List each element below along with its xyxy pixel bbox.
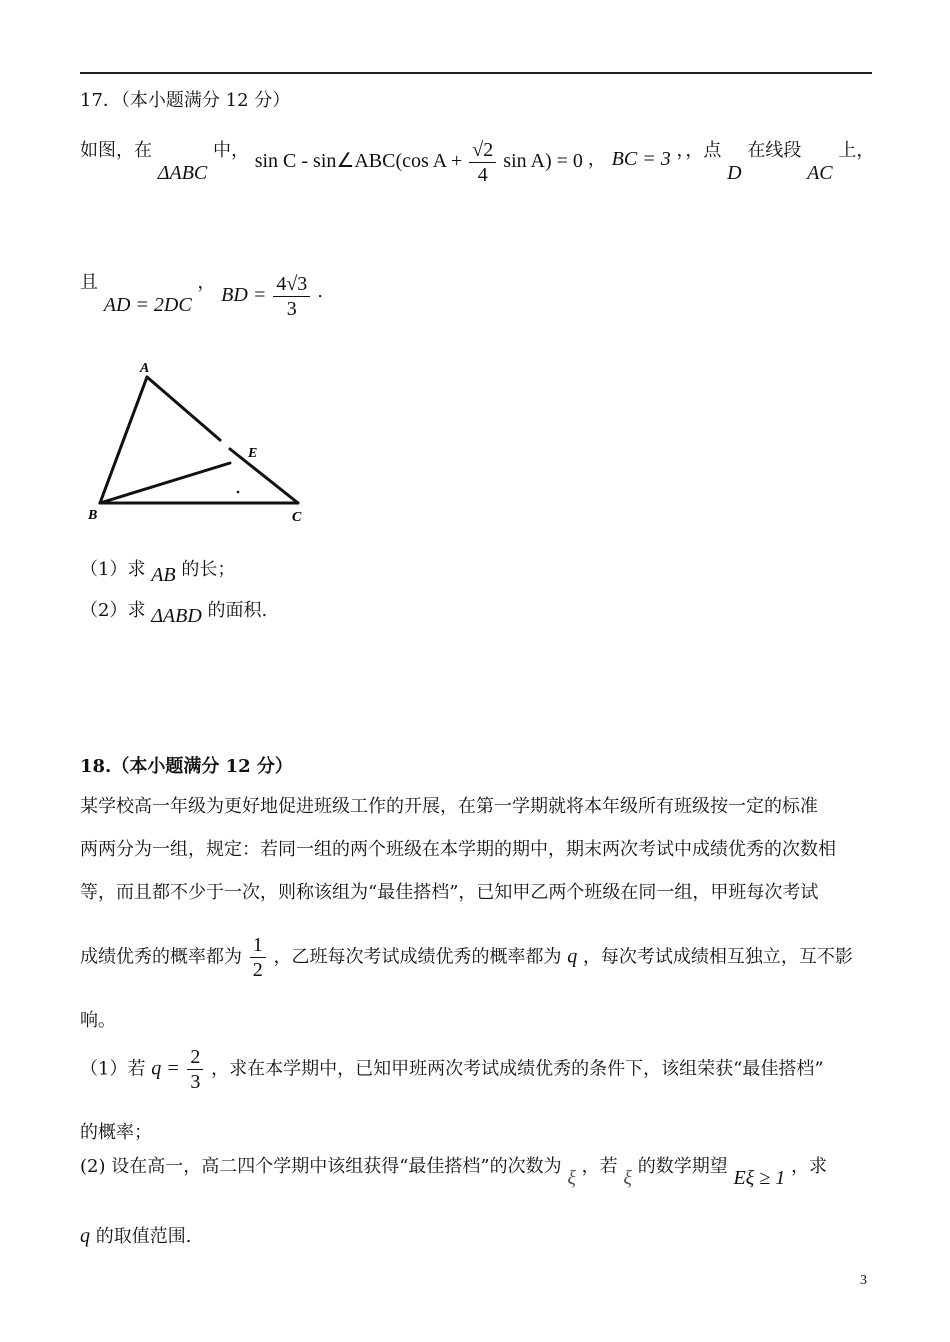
- page-number: 3: [860, 1273, 867, 1288]
- eq1-right: sin A) = 0: [503, 150, 583, 173]
- p1-pre: （1）若: [80, 1058, 146, 1080]
- bd-fraction: [273, 272, 310, 321]
- label-b: B: [88, 508, 98, 523]
- q18-part1-cont: 的概率；: [80, 1122, 152, 1143]
- p2-post: ，求: [790, 1156, 827, 1177]
- q18-line-5: 响。: [80, 1010, 116, 1031]
- xi-2: ξ: [623, 1167, 632, 1189]
- part2-post: 的面积.: [207, 600, 268, 621]
- period: .: [317, 281, 324, 303]
- on-text: 上，: [838, 140, 875, 161]
- q17-part1: [80, 555, 236, 586]
- point-d: D: [727, 162, 742, 185]
- part1-var: AB: [151, 564, 176, 586]
- p2-mid2: 的数学期望: [637, 1156, 728, 1177]
- q17-part2: [80, 596, 268, 627]
- label-e: E: [248, 446, 258, 461]
- part1-pre: （1）求: [80, 559, 146, 580]
- eq1-numerator: √2: [469, 138, 496, 163]
- q18-line-1: 某学校高一年级为更好地促进班级工作的开展，在第一学期就将本年级所有班级按一定的标准: [80, 796, 818, 817]
- p2-pre: (2) 设在高一，高二四个学期中该组获得“最佳搭档”的次数为: [80, 1156, 562, 1177]
- sep-1: ，: [587, 149, 606, 171]
- p2-last: 的取值范围.: [95, 1226, 192, 1247]
- p1-post: ，求在本学期中，已知甲班两次考试成绩优秀的条件下，该组荣获“最佳搭档”: [211, 1058, 824, 1080]
- label-a: A: [140, 361, 150, 376]
- eq1-fraction: [469, 138, 496, 187]
- q18-header: 18.（本小题满分 12 分）: [80, 756, 293, 777]
- ad-equation: AD = 2DC: [103, 294, 192, 317]
- part1-post: 的长；: [181, 559, 236, 580]
- q18-part2: [80, 1152, 827, 1189]
- bd-denominator: 3: [286, 298, 297, 320]
- triangle-abc: ΔABC: [157, 162, 208, 185]
- side-ac-upper: [147, 377, 220, 440]
- part2-pre: （2）求: [80, 600, 146, 621]
- bd-left: BD =: [221, 284, 267, 307]
- q17-intro-1: 如图，在: [80, 140, 152, 161]
- q18-line-4: [80, 933, 853, 989]
- eq1-denominator: 4: [477, 164, 488, 186]
- equation-1: [254, 139, 588, 186]
- sep-2: ，，点: [676, 140, 722, 161]
- p1-numerator: 2: [187, 1045, 203, 1070]
- part2-var: ΔABD: [151, 605, 202, 627]
- triangle-figure: [80, 355, 320, 525]
- on-segment-text: 在线段: [747, 140, 802, 161]
- p1-fraction: [187, 1045, 203, 1094]
- q18-line-2: 两两分为一组，规定：若同一组的两个班级在本学期的期中，期末两次考试中成绩优秀的次数相: [80, 839, 836, 860]
- line4-post: ，每次考试成绩相互独立，互不影: [582, 946, 853, 968]
- q-var: q: [567, 945, 578, 968]
- segment-ac: AC: [807, 162, 833, 185]
- half-denominator: 2: [252, 959, 263, 981]
- and-text: 且: [80, 272, 98, 293]
- bd-equation: [221, 273, 317, 320]
- p2-mid1: ，若: [581, 1156, 618, 1177]
- half-fraction: [250, 933, 266, 982]
- q18-part2-cont: [80, 1222, 191, 1248]
- q18-part1: [80, 1045, 824, 1101]
- segment-be: [100, 463, 230, 503]
- p1-denominator: 3: [190, 1071, 201, 1093]
- line4-pre: 成绩优秀的概率都为: [80, 946, 242, 968]
- sep-3: ，: [197, 272, 216, 293]
- bc-equation: BC = 3: [611, 148, 671, 171]
- bd-numerator: 4√3: [273, 272, 310, 297]
- label-c: C: [292, 510, 302, 525]
- half-numerator: 1: [250, 933, 266, 958]
- q17-header: 17．（本小题满分 12 分）: [80, 90, 291, 111]
- side-ac-lower: [230, 449, 298, 503]
- q17-statement-line2: [80, 268, 323, 328]
- q17-intro-2: 中，: [212, 140, 249, 161]
- figure-dot: [237, 491, 240, 494]
- p1-eq: q =: [151, 1057, 180, 1080]
- eq1-left: sin C - sin∠ABC(cos A +: [254, 150, 463, 173]
- q17-statement-line1: [80, 136, 874, 196]
- q18-line-3: 等，而且都不少于一次，则称该组为“最佳搭档”，已知甲乙两个班级在同一组，甲班每次考试: [80, 882, 819, 903]
- line4-mid: ，乙班每次考试成绩优秀的概率都为: [273, 946, 562, 968]
- expectation-inequality: Eξ ≥ 1: [733, 1167, 786, 1189]
- side-ab: [100, 377, 147, 503]
- top-rule: [80, 72, 872, 74]
- q-var-2: q: [80, 1225, 90, 1247]
- xi-1: ξ: [567, 1167, 576, 1189]
